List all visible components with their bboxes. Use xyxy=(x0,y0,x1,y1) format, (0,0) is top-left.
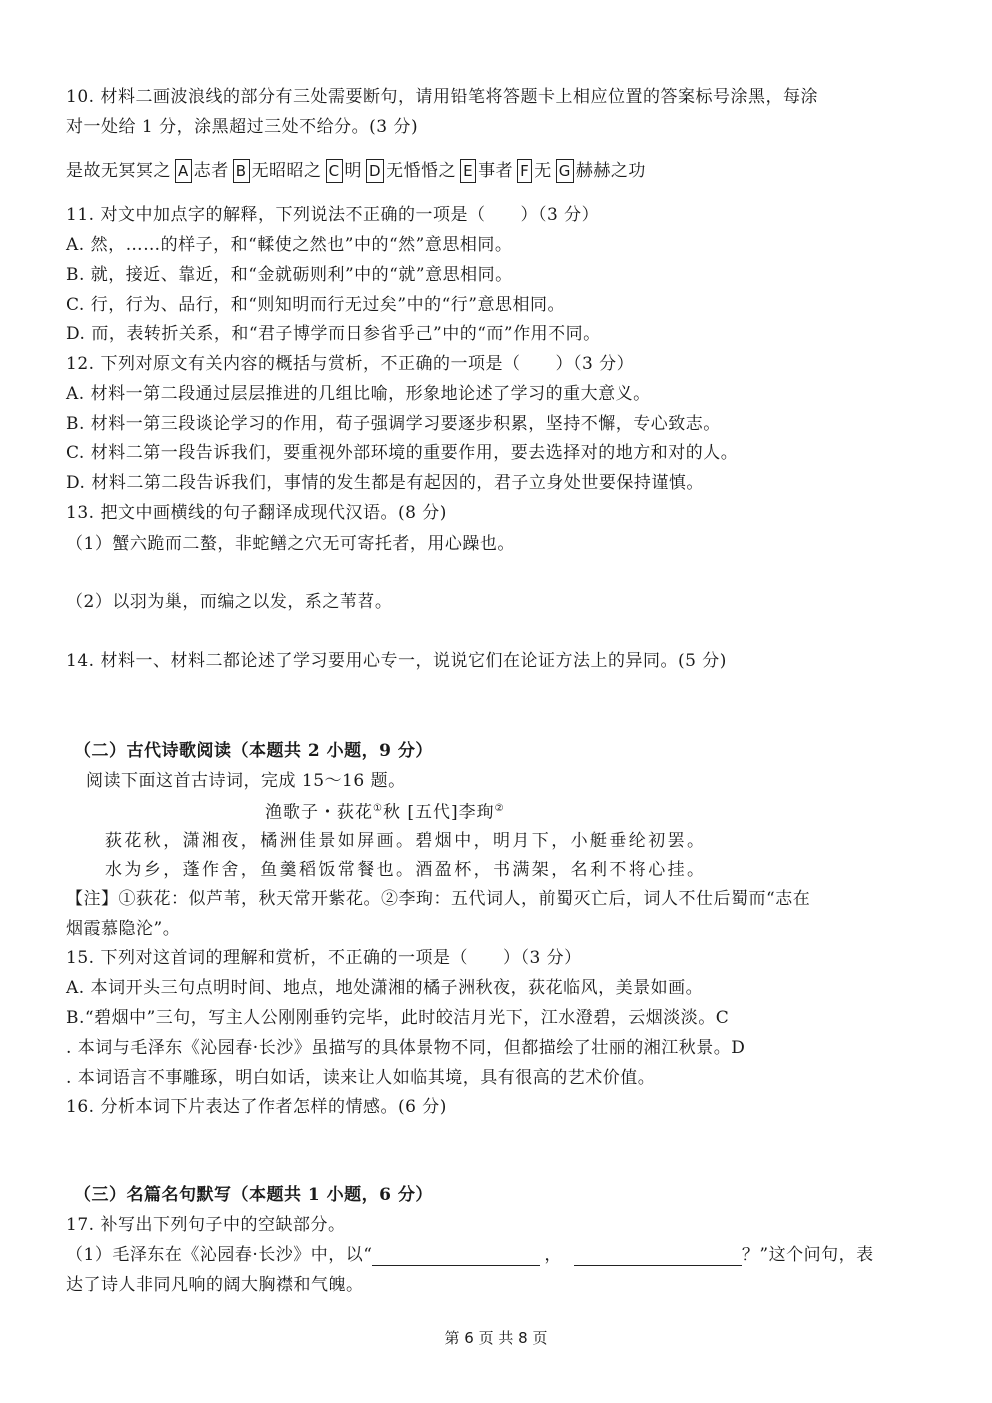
q17-stem: 17. 补写出下列句子中的空缺部分。 xyxy=(66,1215,346,1235)
q10-sentence-breaks xyxy=(66,159,648,183)
q12-stem: 12. 下列对原文有关内容的概括与赏析，不正确的一项是（ ）（3 分） xyxy=(66,354,635,374)
sentence-fragment: 是故无冥冥之 xyxy=(66,161,171,181)
poem-note-line1: 【注】①荻花：似芦苇，秋天常开紫花。②李珣：五代词人，前蜀灭亡后，词人不仕后蜀而“志在 xyxy=(66,889,811,909)
q17-item-1-suffix: ？”这个问句，表 xyxy=(741,1245,874,1265)
q15-line-2: B.“碧烟中”三句，写主人公刚刚垂钓完毕，此时皎洁月光下，江水澄碧，云烟淡淡。C xyxy=(66,1008,730,1028)
break-box-c[interactable]: C xyxy=(326,159,343,183)
section3-heading: （三）名篇名句默写（本题共 1 小题，6 分） xyxy=(74,1185,433,1205)
break-box-d[interactable]: D xyxy=(366,159,384,183)
q17-item-1 xyxy=(66,1244,874,1266)
sentence-fragment: 明 xyxy=(344,161,363,181)
q11-option-b: B. 就，接近、靠近，和“金就砺则利”中的“就”意思相同。 xyxy=(66,265,513,285)
q13-stem: 13. 把文中画横线的句子翻译成现代汉语。(8 分) xyxy=(66,503,447,523)
sentence-fragment: 事者 xyxy=(478,161,514,181)
break-box-a[interactable]: A xyxy=(175,159,192,183)
q13-item-2: （2）以羽为巢，而编之以发，系之苇苕。 xyxy=(66,592,393,612)
answer-blank-1[interactable] xyxy=(372,1247,540,1266)
sentence-fragment: 无惛惛之 xyxy=(386,161,457,181)
sentence-fragment: 无 xyxy=(534,161,552,181)
q12-option-a: A. 材料一第二段通过层层推进的几组比喻，形象地论述了学习的重大意义。 xyxy=(66,384,651,404)
sentence-fragment: 志者 xyxy=(193,161,229,181)
q11-stem: 11. 对文中加点字的解释，下列说法不正确的一项是（ ）（3 分） xyxy=(66,205,600,225)
poem-line-2: 水为乡，蓬作舍，鱼羹稻饭常餐也。酒盈杯，书满架，名利不将心挂。 xyxy=(105,860,707,880)
q11-option-a: A. 然，……的样子，和“輮使之然也”中的“然”意思相同。 xyxy=(66,235,513,255)
poem-note-line2: 烟霞慕隐沦”。 xyxy=(66,919,181,939)
q13-item-1: （1）蟹六跪而二螯，非蛇鳝之穴无可寄托者，用心躁也。 xyxy=(66,534,515,554)
q11-option-c: C. 行，行为、品行，和“则知明而行无过矣”中的“行”意思相同。 xyxy=(66,295,565,315)
page-footer: 第 6 页 共 8 页 xyxy=(444,1329,548,1347)
q11-option-d: D. 而，表转折关系，和“君子博学而日参省乎己”中的“而”作用不同。 xyxy=(66,324,601,344)
q16-stem: 16. 分析本词下片表达了作者怎样的情感。(6 分) xyxy=(66,1097,447,1117)
break-box-e[interactable]: E xyxy=(460,159,476,183)
q15-stem: 15. 下列对这首词的理解和赏析，不正确的一项是（ ）（3 分） xyxy=(66,948,582,968)
answer-blank-2[interactable] xyxy=(574,1247,742,1266)
footnote-marker-1: ① xyxy=(373,803,383,814)
break-box-f[interactable]: F xyxy=(517,159,532,183)
sentence-fragment: 赫赫之功 xyxy=(575,161,646,181)
poem-line-1: 荻花秋，潇湘夜，橘洲佳景如屏画。碧烟中，明月下，小艇垂纶初罢。 xyxy=(105,831,707,851)
q15-line-1: A. 本词开头三句点明时间、地点，地处潇湘的橘子洲秋夜，荻花临风，美景如画。 xyxy=(66,978,704,998)
q15-line-4: . 本词语言不事雕琢，明白如话，读来让人如临其境，具有很高的艺术价值。 xyxy=(66,1068,656,1088)
poem-title-part2: 秋 [五代]李珣 xyxy=(382,802,495,823)
footnote-marker-2: ② xyxy=(494,803,505,814)
q14-stem: 14. 材料一、材料二都论述了学习要用心专一，说说它们在论证方法上的异同。(5 分) xyxy=(66,651,727,671)
poem-title xyxy=(265,798,505,824)
poem-title-part1: 渔歌子・荻花 xyxy=(265,802,373,823)
q17-item-1-continued: 达了诗人非同凡响的阔大胸襟和气魄。 xyxy=(66,1275,364,1295)
break-box-b[interactable]: B xyxy=(233,159,250,183)
q12-option-b: B. 材料一第三段谈论学习的作用，荀子强调学习要逐步积累，坚持不懈，专心致志。 xyxy=(66,414,721,434)
q15-line-3: . 本词与毛泽东《沁园春·长沙》虽描写的具体景物不同，但都描绘了壮丽的湘江秋景。D xyxy=(66,1038,746,1058)
break-box-g[interactable]: G xyxy=(556,159,574,183)
q12-option-d: D. 材料二第二段告诉我们，事情的发生都是有起因的，君子立身处世要保持谨慎。 xyxy=(66,473,704,493)
q12-option-c: C. 材料二第一段告诉我们，要重视外部环境的重要作用，要去选择对的地方和对的人。 xyxy=(66,443,739,463)
section2-heading: （二）古代诗歌阅读（本题共 2 小题，9 分） xyxy=(74,741,433,761)
q17-item-1-prefix: （1）毛泽东在《沁园春·长沙》中，以“ xyxy=(66,1245,373,1265)
sentence-fragment: 无昭昭之 xyxy=(251,161,322,181)
q10-stem-line2: 对一处给 1 分，涂黑超过三处不给分。(3 分) xyxy=(66,117,419,137)
q10-stem-line1: 10. 材料二画波浪线的部分有三处需要断句，请用铅笔将答题卡上相应位置的答案标号涂黑，每涂 xyxy=(66,87,818,107)
q17-item-1-separator: ， xyxy=(544,1245,562,1265)
section2-intro: 阅读下面这首古诗词，完成 15～16 题。 xyxy=(86,771,406,791)
